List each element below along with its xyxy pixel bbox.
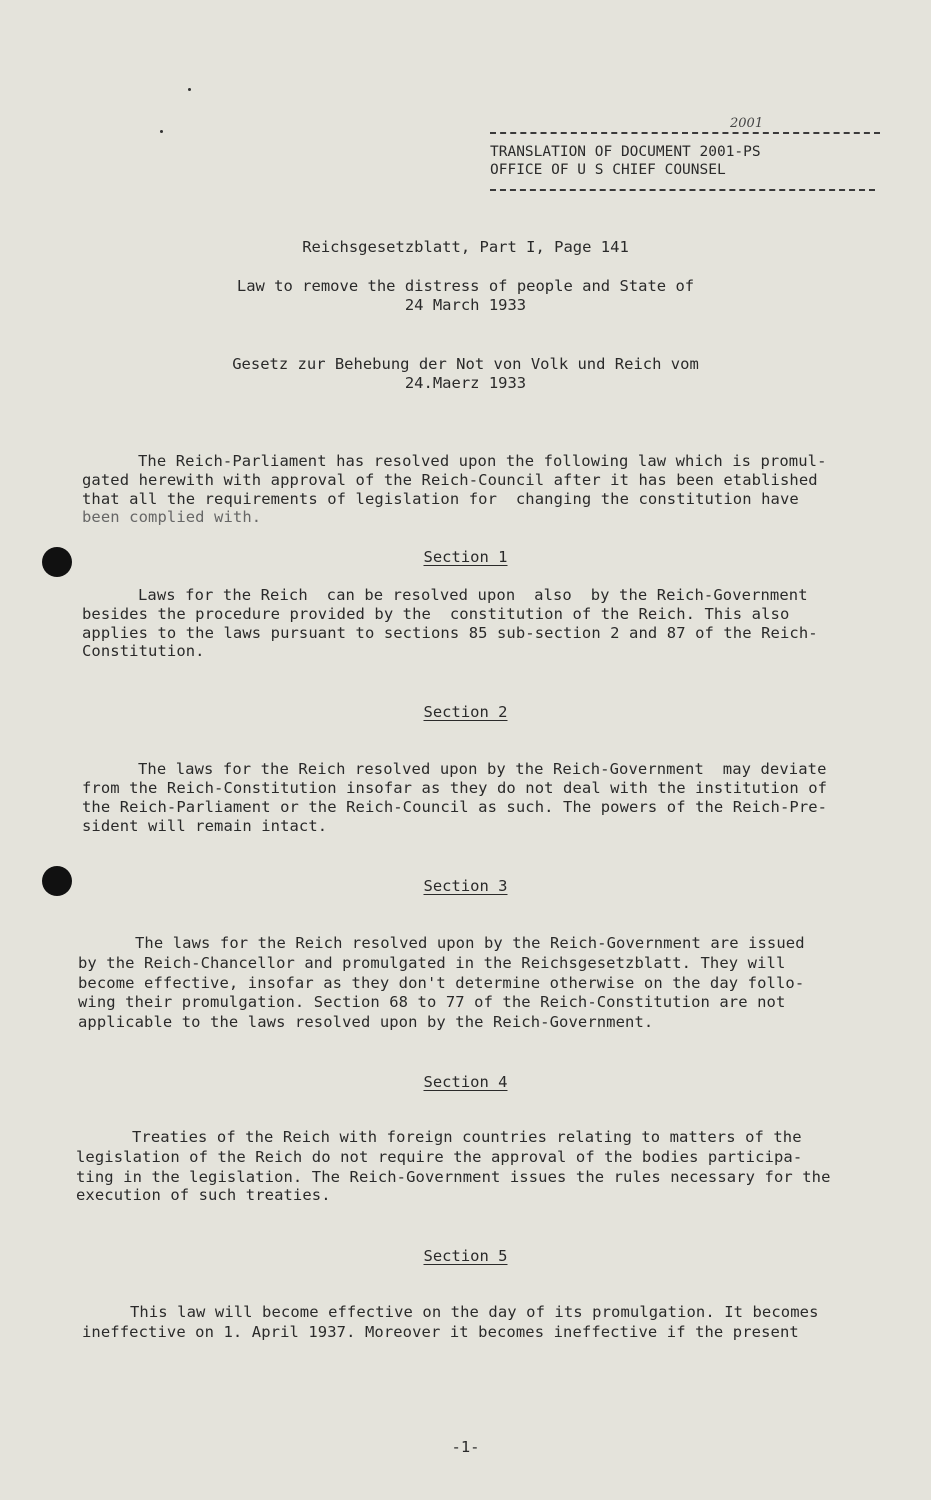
section-5-heading: Section 5: [423, 1247, 508, 1265]
section-3-heading: Section 3: [423, 877, 508, 895]
header-translation-line: TRANSLATION OF DOCUMENT 2001-PS: [490, 144, 761, 160]
law-title-english-line1: Law to remove the distress of people and State of: [236, 277, 695, 295]
section-1-line: Constitution.: [82, 642, 205, 660]
law-title-german-line2: 24.Maerz 1933: [404, 374, 527, 392]
section-3-line: wing their promulgation. Section 68 to 77 of the Reich-Constitution are not: [78, 993, 786, 1011]
section-3-line: by the Reich-Chancellor and promulgated in the Reichsgesetzblatt. They will: [78, 954, 786, 972]
section-3-line: become effective, insofar as they don't determine otherwise on the day follo-: [78, 974, 805, 992]
section-2-line: The laws for the Reich resolved upon by the Reich-Government may deviate: [138, 760, 827, 778]
preamble-line: that all the requirements of legislation for changing the constitution have: [82, 490, 799, 508]
section-2-line: the Reich-Parliament or the Reich-Council as such. The powers of the Reich-Pre-: [82, 798, 828, 816]
section-4-line: Treaties of the Reich with foreign countries relating to matters of the: [132, 1128, 802, 1146]
preamble-line: been complied with.: [82, 508, 262, 526]
preamble-line: The Reich-Parliament has resolved upon the following law which is promul-: [138, 452, 827, 470]
section-4-line: execution of such treaties.: [76, 1186, 331, 1204]
page-number: -1-: [451, 1438, 480, 1456]
section-5-line: This law will become effective on the day of its promulgation. It becomes: [130, 1303, 819, 1321]
section-3-line: The laws for the Reich resolved upon by the Reich-Government are issued: [135, 934, 805, 952]
section-1-heading: Section 1: [423, 548, 508, 566]
law-title-english-line2: 24 March 1933: [404, 296, 527, 314]
preamble-line: gated herewith with approval of the Reich-Council after it has been etablished: [82, 471, 818, 489]
section-1-line: applies to the laws pursuant to sections 85 sub-section 2 and 87 of the Reich-: [82, 624, 818, 642]
header-bottom-rule: [490, 189, 875, 191]
section-4-line: ting in the legislation. The Reich-Government issues the rules necessary for the: [76, 1168, 831, 1186]
header-top-rule: [490, 132, 880, 134]
section-3-line: applicable to the laws resolved upon by the Reich-Government.: [78, 1013, 654, 1031]
section-4-line: legislation of the Reich do not require the approval of the bodies participa-: [76, 1148, 803, 1166]
section-5-line: ineffective on 1. April 1937. Moreover it becomes ineffective if the present: [82, 1323, 799, 1341]
handwritten-document-number: 2001: [730, 116, 764, 131]
section-1-line: besides the procedure provided by the constitution of the Reich. This also: [82, 605, 790, 623]
section-2-line: from the Reich-Constitution insofar as they do not deal with the institution of: [82, 779, 828, 797]
section-2-line: sident will remain intact.: [82, 817, 328, 835]
header-office-line: OFFICE OF U S CHIEF COUNSEL: [490, 162, 726, 178]
gazette-reference: Reichsgesetzblatt, Part I, Page 141: [302, 238, 629, 256]
law-title-german-line1: Gesetz zur Behebung der Not von Volk und Reich vom: [232, 355, 699, 373]
section-1-line: Laws for the Reich can be resolved upon also by the Reich-Government: [138, 586, 808, 604]
section-2-heading: Section 2: [423, 703, 508, 721]
section-4-heading: Section 4: [423, 1073, 508, 1091]
ink-speck: [188, 88, 191, 91]
ink-speck: [160, 130, 163, 133]
